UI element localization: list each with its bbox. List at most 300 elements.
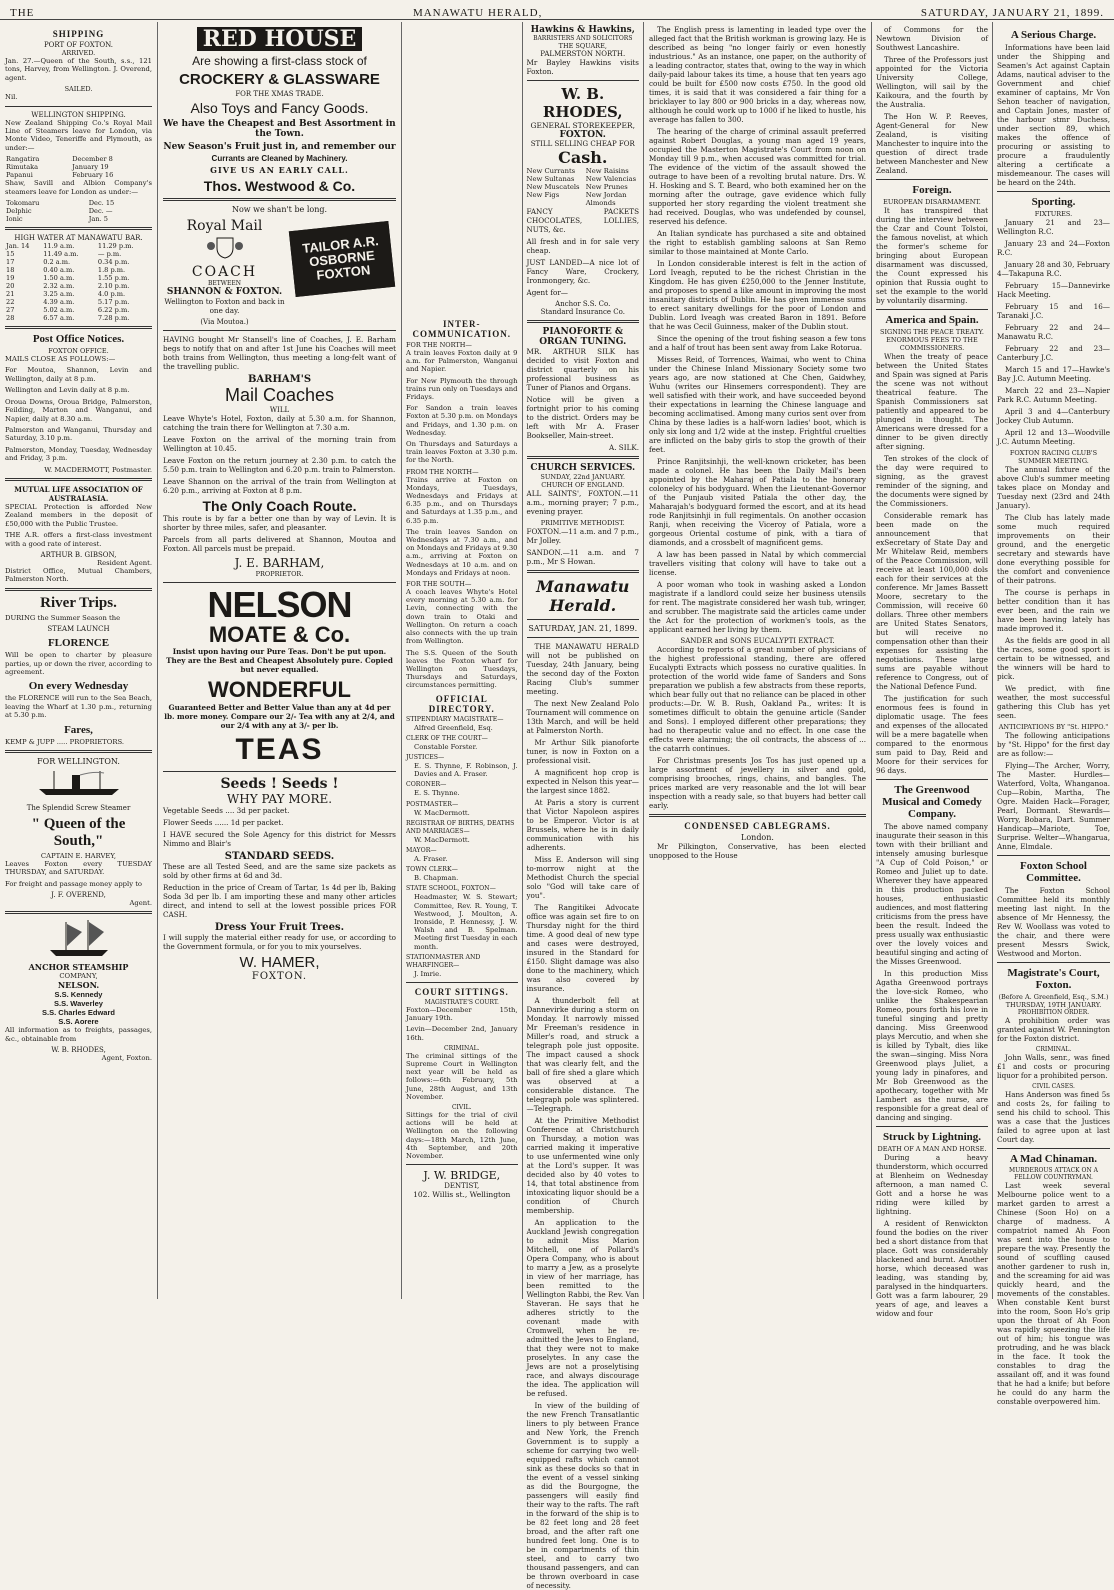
south-text: A coach leaves Whyte's Hotel every morning at 5.30 a.m. for Levin, connecting with the down train to Otaki and Wellington. On return a coach also connects with the up train from Wellington. (406, 588, 518, 646)
ship-name: Delphic (6, 207, 32, 216)
wellington-text: New Zealand Shipping Co.'s Royal Mail Line of Steamers leave for London, via Monte Video, Teneriffe and Plymouth, as under:— (5, 118, 152, 152)
tide-cell: 1.50 a.m. (43, 274, 75, 283)
coach-text: Leave Foxton on the return journey at 2.30 p.m. to catch the 5.50 p.m. train to Wellington and 6.20 p.m. train to Palmerston. (163, 456, 396, 474)
article-para: Considerable remark has been made on the announcement that exSecretary of State Day and Mr Whitelaw Reid, members of the Peace Commission, will receive at least 100,000 dols each for their services at the conference. Mr James Bassett Moore, secretary to the Commission, will receive 60 dollars. Three other members are United States Senators, but will receive no compensation other than their expenses for assisting the negotiations. These large sums are payable without reference to Congress, out of the National Defence Fund. (876, 511, 988, 691)
tide-cell: 0.2 a.m. (43, 258, 71, 267)
article-para: At Paris a story is current that Victor Napoleon aspires to be Emperor. Victor is at Brussels, where he is in daily communication with his adherents. (526, 798, 639, 852)
goods-item: New Figs (526, 191, 560, 199)
splendid: The Splendid Screw Steamer (26, 804, 131, 813)
coach-text: Leave Shannon on the arrival of the train from Wellington at 6.20 p.m., arriving at Foxton at 8 p.m. (163, 477, 396, 495)
article-para: The Rangitikei Advocate office was again set fire to on Thursday night for the third time. A good deal of new type and cases were destroyed, insured in the Standard for £150. Slight damage was also done to the machinery, which was also covered by insurance. (526, 903, 639, 993)
table-row (5, 199, 152, 207)
river-trips-heading: River Trips. (40, 594, 117, 611)
article-para: A prohibition order was granted against W. Pennington for the Foxton district. (997, 1016, 1110, 1043)
thursday: THURSDAY, 19TH JANUARY. (1005, 1001, 1102, 1009)
tides-heading: HIGH WATER AT MANAWATU BAR. (14, 234, 143, 243)
article-para: The Foxton School Committee held its monthly meeting last night. In the absence of Mr Hennessy, the Rev W. Woollass was voted to the chair, and there were present Messrs Swick, Westwood and Morton. (997, 886, 1110, 958)
square: THE SQUARE, (558, 42, 607, 50)
magistrate-heading: Magistrate's Court, Foxton. (1007, 967, 1100, 991)
barristers: BARRISTERS AND SOLICITORS (533, 35, 633, 42)
bayley: Mr Bayley Hawkins visits Foxton. (526, 58, 639, 76)
article-para: For Christmas presents Jos Tos has just opened up a large assortment of jewellery in silver and gold, comprising brooches, rings, chains, and bangles. The prices marked are very reasonable and the lot will bear inspection with a ready sale, so that buyers had better call early. (649, 756, 866, 810)
tide-cell: 0.40 a.m. (43, 266, 75, 275)
sandon: SANDON.—11 a.m. and 7 p.m., Mr S Howan. (526, 548, 639, 566)
mutual-agent: ARTHUR B. GIBSON, (40, 550, 117, 559)
tide-row (5, 298, 152, 306)
serious-heading: A Serious Charge. (1010, 29, 1097, 41)
barham-role: PROPRIETOR. (255, 570, 304, 578)
for-south: FOR THE SOUTH— (406, 580, 472, 589)
all-saints: ALL SAINTS', FOXTON.—11 a.m., morning prayer; 7 p.m., evening prayer. (526, 489, 639, 516)
directory-office: CORONER— (406, 781, 447, 789)
directory-holder: Alfred Greenfield, Esq. (414, 723, 493, 732)
tide-row (5, 290, 152, 298)
article-para: A poor woman who took in washing asked a London magistrate if a landlord could seize her business utensils for rent. The magistrate considered her wash tub, wringer, and scrubber. The magistrate said the articles came under the Act for the protection of workmen's tools, as the applicant earned her living by them. (649, 580, 866, 634)
just-landed: JUST LANDED—A nice lot of Fancy Ware, Crockery, Ironmongery, &c. (526, 258, 639, 285)
article-para: When the treaty of peace between the United States and Spain was signed at Paris the scene was not without theatrical feature. The Spanish Commissioners sat patiently and appeared to be plunged in thought. The Americans were dressed for a dinner to be given directly after signing. (876, 352, 988, 451)
court-text: Levin—December 2nd, January 16th. (406, 1025, 518, 1042)
barhams: BARHAM'S (247, 374, 312, 385)
north-text: For New Plymouth the through trains run only on Tuesdays and Fridays. (406, 376, 518, 402)
article-para: In this production Miss Agatha Greenwood portrays the love-sick Romeo, who unlike the Shakespearian Romeo, pours forth his love in tuneful singing and pretty dancing. Miss Greenwood plays Mercutio, and when she is killed by Tybalt, dies like the swan—singing. Miss Nora Greenwood plays Juliet, a young lady in pinafores, and Mr Bob Greenwood as the apothecary, together with Mr Lambert as the nurse, are responsible for a great deal of dancing and singing. (876, 969, 988, 1122)
anchor-title: ANCHOR STEAMSHIP (28, 962, 129, 973)
tide-cell: 2.32 a.m. (43, 282, 75, 291)
tide-cell: 4.39 a.m. (43, 298, 75, 307)
south-text: The S.S. Queen of the South leaves the Foxton wharf for Wellington on Tuesdays, Thursdays and Saturdays, circumstances permitting. (406, 648, 518, 690)
article-para: Three of the Professors just appointed for the Victoria University College, Wellington, will sail by the Kaikoura, and the fourth by the Australia. (876, 55, 988, 109)
sailing-ship-icon (5, 918, 152, 962)
cheapest: We have the Cheapest and Best Assortment in the Town. (163, 119, 396, 139)
goods-item: New Muscatels (526, 183, 580, 191)
reduction-text: Reduction in the price of Cream of Tartar, 1s 4d per lb, Baking Soda 3d per lb. I am importing these and many other articles direct, and intend to sell at the lowest possible prices FOR CASH. (163, 883, 396, 919)
sailed-label: SAILED. (64, 85, 93, 94)
column-5b (993, 22, 1114, 1406)
tide-cell: 11.9 a.m. (43, 242, 75, 251)
agent-for: Agent for— (526, 288, 568, 297)
directory-office: STIPENDIARY MAGISTRATE— (406, 715, 504, 723)
tide-cell: 21 (6, 290, 15, 299)
seeds: Seeds ! Seeds ! (220, 776, 339, 792)
ship-date: Dec. — (88, 207, 113, 216)
disarm-heading: EUROPEAN DISARMAMENT. (883, 198, 981, 206)
bridge-addr: 102. Willis st., Wellington (413, 1190, 511, 1200)
fares-heading: Fares, (64, 723, 93, 736)
article-para: The next New Zealand Polo Tournament will commence on 13th March, and will be held at Palmerston North. (526, 699, 639, 735)
post-text: MAILS CLOSE AS FOLLOWS:— (5, 355, 116, 364)
between: BETWEEN (208, 280, 241, 287)
tide-cell: 2.10 p.m. (97, 282, 130, 291)
post-office-sub: FOXTON OFFICE. (48, 347, 109, 356)
wonderful-text: Guaranteed Better and Better Value than any at 4d per lb. more money. Compare our 2/- Tea with any at 2/4, and our 2/4 with any at 3/- per lb. (164, 703, 395, 730)
tide-cell: 22 (6, 298, 15, 307)
tide-cell: 5.02 a.m. (43, 306, 75, 315)
fresh: All fresh and in for sale very cheap. (526, 237, 639, 255)
article-para: In view of the building of the new French Transatlantic liners to ply between France and New York, the French Government is to supply a scheme for carrying two well-equipped rafts which cannot sink as these docks so that in the event of a vessel sinking as did the Bourgogne, the passengers will easily find their way to the rafts. The raft in the forward of the ship is to be 82 feet long and 28 feet broad, and the after raft one hundred feet long. One is to be in compartments of thin steel, and to carry two thousand passengers, and can be thrown overboard in case of necessity. (526, 1401, 639, 1590)
port-heading: PORT OF FOXTON. (43, 41, 114, 49)
will: WILL (269, 406, 290, 414)
official-directory: OFFICIAL DIRECTORY. (428, 693, 495, 714)
fixture-list (997, 218, 1110, 446)
tide-cell: 1.8 p.m. (97, 266, 126, 275)
criminal: CRIMINAL. (1035, 1046, 1072, 1053)
ships-table-2 (5, 199, 152, 223)
table-row (5, 171, 152, 179)
goods-item: New Currants (526, 167, 576, 175)
england: CHURCH OF ENGLAND. (541, 481, 625, 489)
tailor-logo: TAILOR A.R. OSBORNE FOXTON (289, 221, 395, 297)
royal-mail: Royal Mail (186, 218, 263, 234)
post-office-heading: Post Office Notices. (32, 333, 125, 346)
toys: Also Toys and Fancy Goods. (190, 100, 369, 116)
river-text: DURING the Summer Season the (5, 613, 121, 622)
bridge: J. W. BRIDGE, (423, 1169, 501, 1183)
tide-cell: 17 (6, 258, 15, 267)
barham-sig: J. E. BARHAM, (234, 556, 325, 570)
fees-heading: ENORMOUS FEES TO THE COMMISSIONERS. (886, 336, 978, 352)
article-para: of Commons for the Newtown Division of Southwest Lancashire. (876, 25, 988, 52)
article-para: A resident of Renwickton found the bodies on the river bed a short distance from that place. Gott was considerably blackened and burnt. Another horse, which deceased was leading, was standing by, paralysed in the hindquarters. Gott was a farm labourer, 29 years of age, and leaves a widow and four (876, 1219, 988, 1318)
standard-seeds: STANDARD SEEDS. (224, 851, 335, 862)
before: (Before A. Greenfield, Esq., S.M.) (998, 993, 1109, 1001)
article-para: We predict, with fine weather, the most successful gathering this Club has yet seen. (997, 684, 1110, 720)
anchor-ship: S.S. Charles Edward (42, 1008, 115, 1018)
goods-item: New Prunes (585, 183, 628, 191)
tide-cell: 19 (6, 274, 15, 283)
post-text: Wellington and Levin daily at 8 p.m. (5, 386, 130, 395)
rhodes-foxton: FOXTON. (559, 130, 606, 140)
article-para: The justification for such enormous fees is found in diplomatic usage. The fees and expenses of the allocated will be a mere bagatelle when compared to the enormous sum paid to Day, Reid and Moore for their services for 96 days. (876, 694, 988, 775)
back-text: Wellington to Foxton and back in one day. (164, 297, 285, 315)
directory-office: REGISTRAR OF BIRTHS, DEATHS AND MARRIAGES— (406, 819, 515, 835)
tide-cell: 28 (6, 314, 15, 323)
directory-office: JUSTICES— (406, 753, 445, 761)
tide-cell: 11.29 p.m. (97, 242, 134, 251)
tide-cell: 5.17 p.m. (97, 298, 130, 307)
prohibition: PROHIBITION ORDER. (1017, 1009, 1090, 1016)
mutual-office: District Office, Mutual Chambers, Palmerston North. (5, 566, 152, 584)
column-3b (523, 22, 644, 1590)
civil: CIVIL CASES. (1032, 1083, 1075, 1090)
from-text: Trains arrive at Foxton on Mondays, Tuesdays, Wednesdays and Fridays at 6.35 p.m., and on Thursdays and Saturdays at 1.35 p.m., and 6.35 p.m. (406, 475, 518, 525)
tide-row (5, 282, 152, 290)
article-para: The hearing of the charge of criminal assault preferred against Robert Douglas, a young man aged 19 years, occupied the Masterton Magistrate's Court from noon on Monday till 9 p.m., when accused was committed for trial. The evidence of the victim of the assault showed the outrage to have been of a revolting brutal nature. Drs. W. H. Hosking and S. T. Beard, who both examined her on the morning after the outrage, gave evidence which fully supported her story regarding the violent treatment she had received. Douglas, who was undefended by counsel, reserved his defence. (649, 127, 866, 226)
article-para: An application to the Auckland Jewish congregation to admit Miss Marion Mitchell, one of Pollard's Opera Company, who is about to marry a Jew, as a proselyte in view of her marriage, has been remitted to the Wellington Rabbi, the Rev. Van Staveran. He says that he adheres strictly to the covenant made with Cromwell, when he re-admitted the Jews to England, that they were not to make proselytes. In any case the Jews are not a proselytising race, and always discourage the idea. The application will be refused. (526, 1218, 639, 1398)
article-para: A law has been passed in Natal by which commercial travellers visiting that colony will have to take out a license. (649, 550, 866, 577)
anchor-text: All information as to freights, passages, &c., obtainable from (5, 1026, 152, 1043)
tide-row (5, 258, 152, 266)
tides-table (5, 242, 152, 322)
article-para: In London considerable interest is felt in the action of Lord Iveagh, reputed to be the richest Christian in the Kingdom. He has given £250,000 to the Jenner Institute, and proposes to spend a like amount in improving the most insanitary districts of Dublin. He has given immense sums to erect sanitary dwellings for the poor of London and Dublin. Lord Iveagh was created Baron in 1891. Before that he was Cecil Guinness, maker of the Dublin stout. (649, 259, 866, 331)
table-row (5, 163, 152, 171)
westwood: Thos. Westwood & Co. (203, 178, 356, 194)
tide-cell: 6.57 a.m. (43, 314, 75, 323)
fixture-item: February 15 and 16—Taranaki J.C. (997, 302, 1110, 320)
dress-fruit: Dress Your Fruit Trees. (214, 922, 345, 933)
goods-item: New Sultanas (526, 175, 575, 183)
article-para: As the fields are good in all the races, some good sport is certain to be witnessed, and the winners will be hard to pick. (997, 636, 1110, 681)
hamer: W. HAMER, (239, 954, 320, 971)
anchor-ship: S.S. Kennedy (54, 990, 103, 1000)
fixture-item: January 28 and 30, February 4—Takapuna R.C. (997, 260, 1110, 278)
article-para: Prince Ranjitsinhji, the well-known cricketer, has been made a colonel. He has been the Daily Mail's been appointed by the Maharaj of Patiala to the honorary colonelcy of his bodyguard. When the Lieutenant-Governor of the Punjaub visited Patiala the other day, the Maharajah's bodyguard formed the escort, and at its head rode Ranjitsinhji in full regimentals. On another occasion Ranji, when receiving the Viceroy of Patiala, wore a gorgeous Oriental costume of pink, with a tiara of diamonds, and a crossbelt of magnificent gems. (649, 457, 866, 547)
article-para: At the Primitive Methodist Conference at Christchurch on Thursday, a motion was carried making it imperative to use unfermented wine only at the Lord's supper. It was decided also by 40 votes to 14, that total abstinence from intoxicating liquor should be a condition of Church membership. (526, 1116, 639, 1215)
article-para: The course is perhaps in better condition than it has ever been, and the rain we have been having lately has made improved it. (997, 588, 1110, 633)
article-para: Informations have been laid under the Shipping and Seamen's Act against Captain Adams, nautical adviser to the Government and chief examiner of captains, Mr Von Sehon teacher of navigation, and Captain Jones, master of the harbour stmr Duchess, under section 89, which makes the offence of procuring or assisting to procure a fraudulently altering a certificate a misdemeanour. The cases will be heard on the 24th. (997, 43, 1110, 187)
ship-name: Rimutaka (6, 163, 39, 172)
fixture-item: March 15 and 17—Hawke's Bay J.C. Autumn Meeting. (997, 365, 1110, 383)
fixture-item: March 22 and 23—Napier Park R.C. Autumn Meeting. (997, 386, 1110, 404)
article-para: Ten strokes of the clock of the day were required to signing, as the gravest reminder of the signing, and the documents were signed by the Commissioners. (876, 454, 988, 508)
directory-office: POSTMASTER— (406, 800, 459, 808)
directory-holder: B. Chapman. (414, 874, 459, 883)
post-text: Palmerston, Monday, Tuesday, Wednesday and Friday, 3 p.m. (5, 445, 152, 463)
standard-ins: Standard Insurance Co. (540, 308, 625, 316)
death-heading: DEATH OF A MAN AND HORSE. (877, 1145, 987, 1153)
directory-office: STATE SCHOOL, FOXTON— (406, 885, 496, 893)
ship-date: Jan. 5 (88, 215, 108, 224)
masthead-left: THE (10, 7, 35, 19)
currants: Currants are Cleaned by Machinery. (211, 154, 348, 163)
mail-coaches: Mail Coaches (224, 385, 335, 405)
directory-office: CLERK OF THE COURT— (406, 734, 488, 742)
sporting-heading: Sporting. (1031, 196, 1076, 208)
primitive: PRIMITIVE METHODIST. (540, 519, 625, 527)
fancy: FANCY PACKETS CHOCOLATES, LOLLIES, NUTS, &c. (526, 207, 639, 234)
america-heading: America and Spain. (885, 314, 979, 326)
article-para: Flying—The Archer, Worry, The Master. Hurdles—Waterford, Volta, Whanganoa. Cup—Robin, Martha, The Ogre. Maiden Hack—Forager, Pearl, Dormant. Stewards—Worry, Bobara, Dart. Summer Handicap—Mariote, Toe, Surprise. Welter—Whangarua, Anne, Elmdale. (997, 761, 1110, 851)
article-para: Last week several Melbourne police went to a market garden to arrest a Chinese (Soon Ho) on a charge of madness. A compatriot named Ah Foon was sent into the house to prepare the way. Presently the sound of scuffling caused another gardener to rush in, and the screaming for aid was quickly heard, and the movements of the constables. When constable Kent burst into the room, Soon Ho's grip upon the throat of Ah Foon was rapidly squeezing the life out of him; his tongue was protruding, and he was black in the face. It took the constables to drag the assailant off, and it was found that he had a knife; but before he could do any harm the constable overpowered him. (997, 1181, 1110, 1406)
wonderful: WONDERFUL (208, 677, 351, 702)
tide-row (5, 250, 152, 258)
article-para: Mr Arthur Silk pianoforte tuner, is now in Foxton on a professional visit. (526, 738, 639, 765)
coach: COACH (191, 264, 258, 280)
directory-holder: W. MacDermott. (414, 835, 470, 844)
directory-holder: A. Fraser. (414, 854, 448, 863)
tide-cell: 1.55 p.m. (97, 274, 130, 283)
anchor-co: Anchor S.S. Co. (555, 300, 611, 308)
coach-text: Leave Foxton on the arrival of the morning train from Wellington at 10.45. (163, 435, 396, 453)
table-row (5, 155, 152, 163)
masthead-title: MANAWATU HERALD, (412, 7, 543, 19)
struck-heading: Struck by Lightning. (882, 1131, 982, 1143)
masthead-date: SATURDAY, JANUARY 21, 1899. (920, 7, 1104, 19)
barham-text: HAVING bought Mr Stansell's line of Coaches, J. E. Barham begs to notify that on and after 1st June his Coaches will meet both trains from Wellington, thus meeting a long-felt want of the travelling public. (163, 335, 396, 371)
summer-heading: FOXTON RACING CLUB'S SUMMER MEETING. (1009, 449, 1098, 465)
tide-cell: — p.m. (97, 250, 122, 259)
veg-seeds: Vegetable Seeds .... 3d per packet. (163, 806, 290, 815)
tide-row (5, 266, 152, 274)
herald-title: Manawatu Herald. (536, 577, 630, 615)
shaw-text: Shaw, Savill and Albion Company's steamers leave for London as under:— (5, 179, 152, 196)
court-text: The criminal sittings of the Supreme Court in Wellington next year will be held as follows:—6th February, 5th June, 28th August, and 13th November. (406, 1051, 518, 1101)
for-wellington: FOR WELLINGTON. (37, 757, 120, 767)
overend: J. F. OVEREND, (51, 891, 106, 900)
showing: Are showing a first-class stock of (192, 54, 367, 68)
xmas: FOR THE XMAS TRADE. (235, 90, 324, 98)
silk-text: MR. ARTHUR SILK has decided to visit Foxton and district quarterly on his professional business as Tuner of Pianos and Organs. (526, 347, 639, 392)
silk-sig: A. SILK. (609, 443, 639, 452)
directory-holder: Constable Forster. (414, 742, 478, 751)
sailed-text: Nil. (5, 93, 18, 102)
steamer-icon (5, 769, 152, 801)
school-heading: Foxton School Committee. (1020, 860, 1087, 884)
column-5 (872, 22, 1114, 1406)
tide-cell: 4.0 p.m. (97, 290, 126, 299)
mutual-heading: MUTUAL LIFE ASSOCIATION OF AUSTRALASIA. (14, 484, 143, 503)
directory-office: STATIONMASTER AND WHARFINGER— (406, 953, 481, 969)
standard-text: These are all Tested Seed, and are the same size packets as sold by other firms at 6d and 3d. (163, 862, 396, 880)
tide-cell: 0.34 p.m. (97, 258, 130, 267)
goods-item: New Jordan Almonds (585, 191, 627, 207)
arrived-text: Jan. 27.—Queen of the South, s.s., 121 tons, Harvey, from Wellington. J. Overend, agent. (5, 57, 152, 82)
fixture-item: February 22 and 23—Canterbury J.C. (997, 344, 1110, 362)
palmerston: PALMERSTON NORTH. (540, 50, 626, 58)
ship-name: Rangatira (6, 155, 40, 164)
tide-row (5, 314, 152, 322)
storekeeper: GENERAL STOREKEEPER, (530, 121, 635, 130)
directory-holder: Headmaster, W. S. Stewart; Committee, Rev. R. Young, T. Westwood, J. Moulton, A. Ironside, P. Hennessy, J. W. Walsh and B. Spelman. Meeting first Tuesday in each month. (414, 893, 518, 951)
directory-holder: E. S. Thynne, F. Robinson, J. Davies and A. Fraser. (414, 761, 518, 779)
article-para: According to reports of a great number of physicians of the highest professional standing, there are offered Eucalypti Extracts which possess no curative qualities. In protection of the world wide fame of Sanders and Sons preparation we publish a few abstracts from these reports, which bear fully out that no reliance can be placed in other products:—Dr. W. B. Rush, Oakland Pa., writes: It is sometimes difficult to obtain the genuine article (Sander and Sons). I employed different other preparations; they had no therapeutic value and no effect. In one case the effects were alarming; the oil contracts, the abscess of ... the catarrh continues. (649, 645, 866, 753)
ship-date: February 16 (72, 171, 114, 180)
red-house-title: RED HOUSE (197, 27, 363, 51)
fixture-item: January 23 and 24—Foxton R.C. (997, 239, 1110, 257)
herald-date: SATURDAY, JAN. 21, 1899. (528, 624, 638, 633)
article-para: Since the opening of the trout fishing season a few tons and a half of trout has been sent away from Lake Rotorua. (649, 334, 866, 352)
only-coach: The Only Coach Route. (202, 498, 357, 514)
rhodes: W. B. RHODES, (542, 85, 623, 121)
teas: TEAS (235, 733, 324, 766)
postmaster: W. MACDERMOTT, Postmaster. (44, 465, 152, 474)
only-text: This route is by far a better one than by way of Levin. It is shorter by three miles, safer, and pleasanter. (163, 514, 396, 532)
still-selling: STILL SELLING CHEAP FOR (530, 140, 635, 148)
crockery: CROCKERY & GLASSWARE (179, 71, 380, 88)
dress-text: I will supply the material either ready for use, or according to the Government formula, or for you to mix yourselves. (163, 933, 396, 951)
via: (Via Moutoa.) (200, 318, 249, 326)
mutual-agent-role: Resident Agent. (97, 558, 152, 567)
anchor-agent: W. B. RHODES, (51, 1046, 106, 1055)
cash: Cash. (558, 148, 608, 167)
coat-of-arms-icon (163, 234, 286, 264)
wednesday-text: the FLORENCE will run to the Sea Beach, leaving the Wharf at 1.30 p.m., returning at 5.30 p.m. (5, 694, 152, 720)
fixtures-heading: FIXTURES. (1034, 210, 1073, 218)
london-heading: London. (741, 833, 774, 842)
dentist: DENTIST, (444, 1182, 480, 1191)
tide-cell: 11.49 a.m. (43, 250, 79, 259)
mad-heading: A Mad Chinaman. (1009, 1153, 1098, 1165)
article-para: It has transpired that during the interview between the Czar and Count Tolstoi, the famous novelist, at which the former's scheme for bringing about European disarmament was discussed, the Count expressed his opinion that Russia ought to set the example to the world by voluntarily disarming. (876, 206, 988, 305)
prim-text: FOXTON.—11 a.m. and 7 p.m., Mr Jolley. (526, 527, 639, 545)
directory-holder: W. MacDermott. (414, 808, 470, 817)
freight-text: For freight and passage money apply to (5, 879, 143, 888)
cablegrams-heading: CONDENSED CABLEGRAMS. (684, 821, 831, 831)
shipping-heading: SHIPPING (52, 29, 105, 39)
queen-text: Leaves Foxton every TUESDAY THURSDAY, and SATURDAY. (5, 860, 152, 877)
fixture-item: February 22 and 24—Manawatu R.C. (997, 323, 1110, 341)
directory-office: TOWN CLERK— (406, 866, 458, 874)
article-para: John Walls, senr., was fined £1 and costs or procuring liquor for a prohibited person. (997, 1053, 1110, 1080)
tide-row (5, 306, 152, 314)
tide-cell: 18 (6, 266, 15, 275)
mutual-text: SPECIAL Protection is afforded New Zealand members in the deposit of £50,000 with the Public Trustee. (5, 502, 152, 528)
launch-text: Will be open to charter by pleasure parties, up or down the river, according to agreement. (5, 651, 152, 676)
hippo-heading: ANTICIPATIONS BY "St. HIPPO." (998, 723, 1109, 731)
tide-cell: 20 (6, 282, 15, 291)
masthead (0, 0, 1114, 20)
table-row (5, 207, 152, 215)
wednesday-heading: On every Wednesday (28, 680, 129, 693)
north-text: A train leaves Foxton daily at 9 a.m. for Palmerston, Wanganui and Napier. (406, 349, 518, 374)
fixture-item: April 12 and 13—Woodville J.C. Autumn Meeting. (997, 428, 1110, 446)
silk-text: Notice will be given a fortnight prior to his coming to the district. Orders may be left with Mr A. Fraser Bookseller, Main-street. (526, 395, 639, 440)
tide-cell: 3.25 a.m. (43, 290, 75, 299)
ship-date: December 8 (72, 155, 113, 164)
nelson-logo: NELSON (207, 584, 352, 625)
article-para: A magnificent hop crop is expected in Nelson this year—the largest since 1882. (526, 768, 639, 795)
article-para: The English press is lamenting in leaded type over the alleged fact that the British workman is growing lazy. He is described as being "no longer fairly or even honestly industrious." As an instance, one paper, on the authority of a leading contractor, states that, owing to the way in which daily-paid labour takes its time, a house that ten years ago could be built for £500 now costs £750. In the good old times, it is said that it was considered a fair thing for a bricklayer to lay 800 or 900 bricks in a day, whereas now, although he could work up to 1000 if he liked to hustle, his average has fallen to 300. (649, 25, 866, 124)
ships-table-1 (5, 155, 152, 179)
tide-cell: 7.28 p.m. (97, 314, 130, 323)
column-3 (402, 22, 644, 1590)
anchor-nelson: NELSON. (57, 980, 100, 991)
tide-row (5, 274, 152, 282)
peace-heading: SIGNING THE PEACE TREATY. (880, 328, 984, 336)
article-para: The following anticipations by "St. Hippo" for the first day are as follow:— (997, 731, 1110, 758)
article-para: The above named company inaugurate their season in this town with their brilliant and intensely amusing burlesque "A Cup of Cold Poison," or Romeo and Juliet up to date. Wherever they have appeared in this production packed houses, enthusiastic audiences, and most flattering criticisms from the press have been the result. Indeed the press usually wax enthusiastic over the lovely voices and beautiful singing and acting of the Misses Greenwood. (876, 822, 988, 966)
column-1 (0, 22, 158, 1299)
article-para: Miss E. Anderson will sing to-morrow night at the Methodist Church the special solo "God will take care of you". (526, 855, 639, 900)
moate-logo: MOATE & Co. (208, 622, 351, 647)
mutual-text: THE A.R. offers a first-class investment with a good rate of interest. (5, 531, 152, 548)
article-para: A thunderbolt fell at Dannevirke during a storm on Monday. It narrowly missed Mr Freeman's residence in Miller's road, and struck a telegraph pole just opposite. The impact caused a shock that was clearly felt, and the ball of fire shed a glare which was observed at a considerable distance. The telegraph pole was splintered.—Telegraph. (526, 996, 639, 1113)
shall-be-long: Now we shan't be long. (231, 205, 328, 214)
directory-office: MAYOR— (406, 846, 437, 854)
piano-heading: PIANOFORTE & ORGAN TUNING. (539, 327, 627, 347)
ship-name: Ionic (6, 215, 23, 224)
tide-cell: 27 (6, 306, 15, 315)
captain: CAPTAIN E. HARVEY, (40, 852, 117, 861)
overend-role: Agent. (129, 899, 152, 908)
shannon-foxton: SHANNON & FOXTON. (166, 287, 283, 297)
column-3a (402, 22, 523, 1299)
anchor-company: COMPANY, (59, 972, 98, 981)
sunday: SUNDAY, 22nd JANUARY. (540, 473, 626, 481)
from-north: FROM THE NORTH— (406, 467, 479, 476)
anchor-ship: S.S. Aorere (58, 1017, 99, 1027)
directory-list (406, 716, 518, 978)
column-5a (872, 22, 993, 1318)
proprietors: KEMP & JUPP ..... PROPRIETORS. (5, 737, 125, 746)
article-para: Misses Reid, of Torrences, Waimai, who went to China under the Chinese Inland Missionary Society some two years ago, are now stationed at Che Chen, Gaidwhey, Wuhu (writes our Hinsemers correspondent). They are well satisfied with their work, and have succeeded beyond their expectations in learning the Chinese language and becoming acclimatised. Among many curios sent over from China by these ladies is a half-worn ladies' boot, which is only six long and 1/2 wide at the instep. Frightful cruelties are inflicted on the baby girls to stop the growth of their feet. (649, 355, 866, 454)
hamer-foxton: FOXTON. (251, 971, 308, 982)
court-sittings: COURT SITTINGS. (414, 986, 509, 997)
murderous: MURDEROUS ATTACK ON A FELLOW COUNTRYMAN. (1009, 1167, 1098, 1181)
court-text: Sittings for the trial of civil actions will be held at Wellington on the following days:—18th March, 12th June, 4th September, and 20th November. (406, 1111, 518, 1161)
article-para: The Hon W. P. Reeves, Agent-General for New Zealand, is visiting Manchester to inquire into the question of direct trade between Manchester and New Zealand. (876, 112, 988, 175)
north-text: For Sandon a train leaves Foxton at 5.30 p.m. on Mondays and Fridays, and 1.30 p.m. on Wednesday. (406, 404, 518, 437)
seeds-text: I HAVE secured the Sole Agency for this district for Messrs Nimmo and Blair's (163, 830, 396, 848)
foreign-heading: Foreign. (912, 184, 952, 196)
column-2 (158, 22, 402, 1299)
criminal-label: CRIMINAL. (444, 1044, 480, 1052)
parcels: Parcels from all parts delivered at Shannon, Moutoa and Foxton. All parcels must be prepaid. (163, 535, 396, 553)
table-row (5, 215, 152, 223)
ship-date: Dec. 15 (88, 199, 115, 208)
church-heading: CHURCH SERVICES. (530, 463, 636, 473)
launch-label: STEAM LAUNCH (47, 625, 110, 634)
goods-left-list (527, 167, 580, 199)
post-text: Palmerston and Wanganui, Thursday and Saturday, 3.10 p.m. (5, 425, 152, 443)
